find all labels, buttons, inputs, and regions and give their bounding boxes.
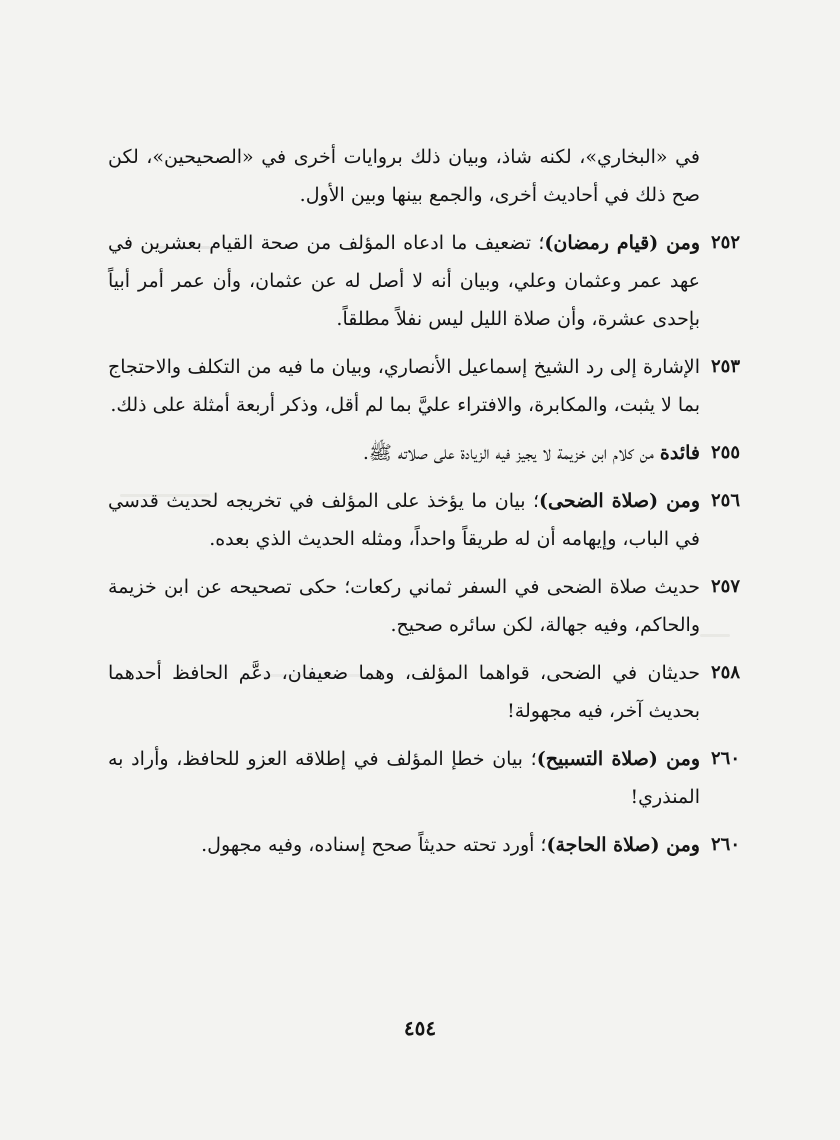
entry-page-number: ٢٥٥ xyxy=(710,442,740,463)
index-content xyxy=(108,138,740,874)
entry-text: حديثان في الضحى، قواهما المؤلف، وهما ضعيفان، دعَّم الحافظ أحدهما بحديث آخر، فيه مجهولة! xyxy=(108,662,700,722)
entry-page-number: ٢٥٧ xyxy=(710,576,740,597)
entry-text: حديث صلاة الضحى في السفر ثماني ركعات؛ حكى تصحيحه عن ابن خزيمة والحاكم، وفيه جهالة، لكن سائره صحيح. xyxy=(108,576,700,636)
entry xyxy=(108,826,740,864)
entry-page-number: ٢٥٨ xyxy=(710,662,740,683)
entry-page-number: ٢٦٠ xyxy=(710,834,740,855)
entry xyxy=(108,568,740,644)
entry-lead: ومن (صلاة الضحى) xyxy=(539,490,700,512)
entry-text: الإشارة إلى رد الشيخ إسماعيل الأنصاري، وبيان ما فيه من التكلف والاحتجاج بما لا يثبت، والمكابرة، والافتراء عليَّ بما لم أقل، وذكر أربعة أمثلة على ذلك. xyxy=(108,356,700,416)
entry xyxy=(108,434,740,472)
entry xyxy=(108,482,740,558)
entry-page-number: ٢٥٢ xyxy=(710,232,740,253)
entry-continuation xyxy=(108,138,700,214)
entry-text: ؛ أورد تحته حديثاً صحح إسناده، وفيه مجهول. xyxy=(201,834,547,856)
entry-text: ؛ تضعيف ما ادعاه المؤلف من صحة القيام بعشرين في عهد عمر وعثمان وعلي، وبيان أنه لا أصل له عن عثمان، وأن عمر أمر أبياً بإحدى عشرة، وأن صلاة الليل ليس نفلاً مطلقاً. xyxy=(108,232,700,330)
entry-page-number: ٢٥٣ xyxy=(710,356,740,377)
entry xyxy=(108,654,740,730)
entry-lead: فائدة xyxy=(659,442,700,464)
entry-text: ؛ بيان ما يؤخذ على المؤلف في تخريجه لحديث قدسي في الباب، وإيهامه أن له طريقاً واحداً، ومثله الحديث الذي بعده. xyxy=(108,490,700,550)
entry xyxy=(108,740,740,816)
scan-speck xyxy=(700,634,730,637)
entry-text: ؛ بيان خطإ المؤلف في إطلاقه العزو للحافظ، وأراد به المنذري! xyxy=(108,748,700,808)
entry-text: في «البخاري»، لكنه شاذ، وبيان ذلك بروايات أخرى في «الصحيحين»، لكن صح ذلك في أحاديث أخرى، والجمع بينها وبين الأول. xyxy=(108,146,700,206)
entry-lead: ومن (صلاة التسبيح) xyxy=(536,748,700,770)
entry-lead: ومن (صلاة الحاجة) xyxy=(546,834,700,856)
entry xyxy=(108,348,740,424)
entry-text: من كلام ابن خزيمة لا يجيز فيه الزيادة على صلاته ﷺ. xyxy=(362,442,660,464)
page-number: ٤٥٤ xyxy=(403,1016,437,1040)
entry xyxy=(108,224,740,338)
entry-page-number: ٢٦٠ xyxy=(710,748,740,769)
entry-lead: ومن (قيام رمضان) xyxy=(544,232,700,254)
entry-page-number: ٢٥٦ xyxy=(710,490,740,511)
